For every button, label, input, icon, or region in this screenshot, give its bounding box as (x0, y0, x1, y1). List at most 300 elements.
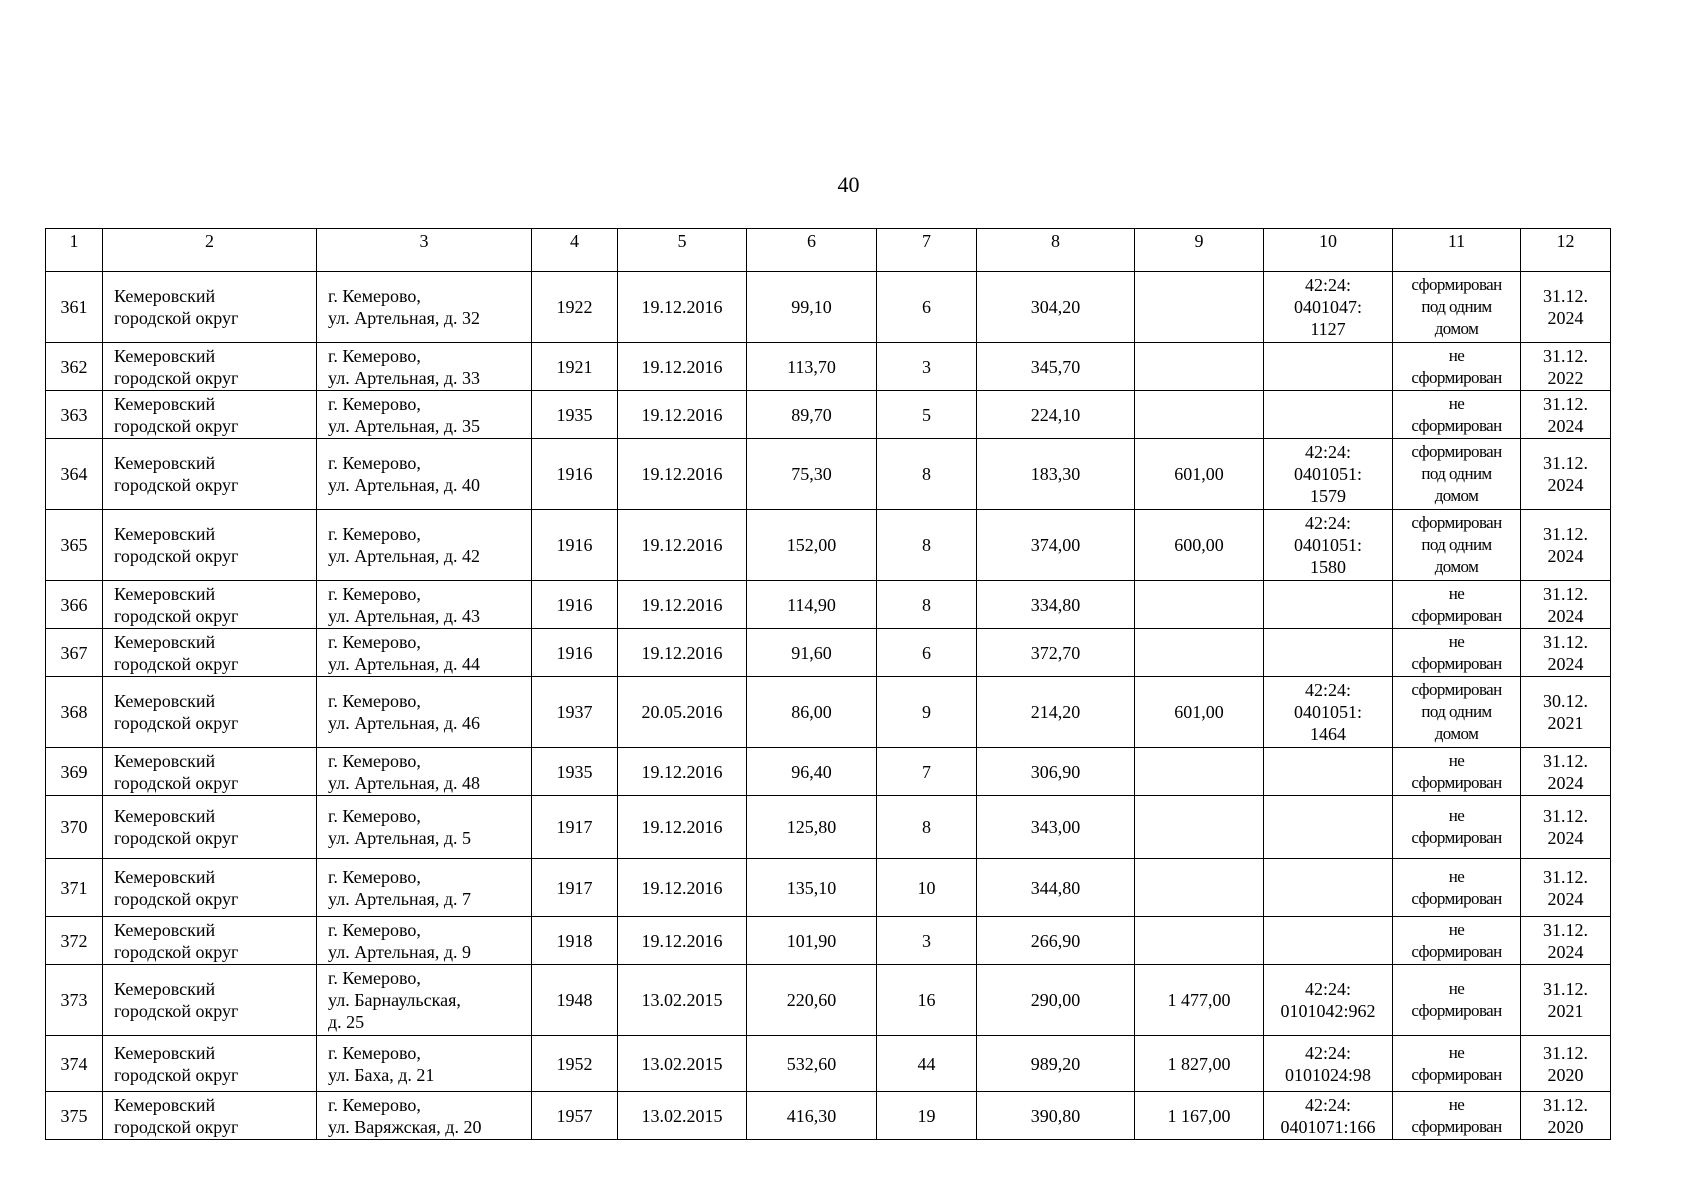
column-number-header: 8 (977, 229, 1135, 272)
column-7-cell: 3 (877, 917, 977, 965)
date-cell: 19.12.2016 (618, 917, 747, 965)
cadastral-number-cell-line: 42:24: (1304, 979, 1351, 999)
address-cell-line: ул. Артельная, д. 32 (328, 308, 481, 328)
district-cell-line: Кемеровский (114, 1042, 216, 1063)
land-status-cell-line: не (1448, 393, 1465, 413)
address-cell-line: ул. Барнаульская, (328, 990, 461, 1010)
deadline-cell-line: 31.12. (1543, 866, 1588, 887)
row-number-cell: 373 (46, 965, 103, 1036)
deadline-cell (1521, 965, 1611, 1036)
deadline-cell-line: 2024 (1547, 772, 1584, 793)
district-cell-line: Кемеровский (114, 631, 216, 652)
cadastral-number-cell-line: 42:24: (1304, 1042, 1351, 1063)
row-number-cell: 363 (46, 391, 103, 439)
land-status-cell (1393, 965, 1521, 1036)
address-cell (317, 391, 532, 439)
cadastral-number-cell-line: 42:24: (1304, 680, 1351, 700)
land-status-cell-line: не (1448, 750, 1465, 770)
district-cell (103, 629, 317, 677)
row-number-cell: 361 (46, 272, 103, 343)
district-cell (103, 510, 317, 581)
deadline-cell (1521, 859, 1611, 917)
district-cell-line: городской округ (114, 1116, 239, 1137)
address-cell-line: ул. Артельная, д. 44 (328, 653, 481, 674)
table-row (46, 581, 1611, 629)
year-cell: 1916 (532, 581, 618, 629)
land-status-cell-line: не (1448, 345, 1465, 365)
row-number-cell: 370 (46, 796, 103, 859)
land-status-cell (1393, 796, 1521, 859)
address-cell-line: ул. Баха, д. 21 (328, 1064, 435, 1085)
column-number-header: 4 (532, 229, 618, 272)
deadline-cell-line: 2021 (1547, 1001, 1584, 1021)
year-cell: 1935 (532, 748, 618, 796)
column-6-cell: 416,30 (747, 1092, 877, 1140)
address-cell (317, 272, 532, 343)
deadline-cell (1521, 343, 1611, 391)
column-6-cell: 91,60 (747, 629, 877, 677)
district-cell (103, 917, 317, 965)
year-cell: 1917 (532, 859, 618, 917)
land-status-cell-line: под одним (1421, 297, 1492, 316)
address-cell-line: г. Кемерово, (328, 583, 421, 604)
cadastral-number-cell-line: 0401051: (1293, 702, 1362, 722)
address-cell (317, 859, 532, 917)
column-8-cell: 374,00 (977, 510, 1135, 581)
district-cell-line: Кемеровский (114, 866, 216, 887)
cadastral-number-cell (1264, 439, 1393, 510)
land-status-cell (1393, 677, 1521, 748)
address-cell-line: г. Кемерово, (328, 345, 421, 366)
column-number-header: 7 (877, 229, 977, 272)
deadline-cell-line: 31.12. (1543, 750, 1588, 771)
address-cell (317, 917, 532, 965)
deadline-cell-line: 2024 (1547, 941, 1584, 962)
land-status-cell (1393, 629, 1521, 677)
address-cell (317, 677, 532, 748)
column-8-cell: 290,00 (977, 965, 1135, 1036)
column-8-cell: 343,00 (977, 796, 1135, 859)
land-status-cell-line: не (1448, 631, 1465, 651)
district-cell (103, 343, 317, 391)
date-cell: 19.12.2016 (618, 581, 747, 629)
district-cell-line: городской округ (114, 308, 239, 328)
column-7-cell: 6 (877, 272, 977, 343)
year-cell: 1921 (532, 343, 618, 391)
district-cell-line: Кемеровский (114, 750, 216, 771)
land-status-cell (1393, 343, 1521, 391)
deadline-cell-line: 31.12. (1543, 345, 1588, 366)
column-9-cell (1135, 343, 1264, 391)
column-number-header: 10 (1264, 229, 1393, 272)
column-6-cell: 152,00 (747, 510, 877, 581)
column-7-cell: 5 (877, 391, 977, 439)
district-cell (103, 965, 317, 1036)
land-status-cell (1393, 748, 1521, 796)
address-cell-line: г. Кемерово, (328, 1042, 421, 1063)
address-cell-line: д. 25 (328, 1012, 365, 1032)
column-7-cell: 16 (877, 965, 977, 1036)
row-number-cell: 372 (46, 917, 103, 965)
column-9-cell: 1 167,00 (1135, 1092, 1264, 1140)
cadastral-number-cell (1264, 859, 1393, 917)
column-8-cell: 306,90 (977, 748, 1135, 796)
address-cell (317, 1036, 532, 1092)
cadastral-number-cell-line: 1580 (1310, 557, 1346, 577)
land-status-cell-line: не (1448, 979, 1465, 998)
table-row (46, 510, 1611, 581)
table-body (46, 272, 1611, 1140)
column-number-header: 6 (747, 229, 877, 272)
deadline-cell (1521, 796, 1611, 859)
deadline-cell-line: 31.12. (1543, 806, 1588, 826)
deadline-cell-line: 2020 (1547, 1116, 1584, 1137)
land-status-cell-line: сформирован (1411, 442, 1502, 461)
land-status-cell-line: сформирован (1411, 888, 1502, 908)
column-7-cell: 8 (877, 510, 977, 581)
address-cell-line: ул. Артельная, д. 48 (328, 772, 481, 793)
page-number: 40 (837, 172, 860, 197)
year-cell: 1918 (532, 917, 618, 965)
land-status-cell-line: домом (1434, 319, 1479, 338)
column-number-header: 9 (1135, 229, 1264, 272)
column-7-cell: 3 (877, 343, 977, 391)
land-status-cell-line: сформирован (1411, 605, 1502, 625)
deadline-cell-line: 2024 (1547, 308, 1584, 328)
district-cell (103, 581, 317, 629)
column-6-cell: 114,90 (747, 581, 877, 629)
cadastral-number-cell-line: 0401071:166 (1280, 1116, 1376, 1137)
row-number-cell: 362 (46, 343, 103, 391)
deadline-cell (1521, 510, 1611, 581)
deadline-cell-line: 2024 (1547, 828, 1584, 848)
date-cell: 13.02.2015 (618, 1092, 747, 1140)
year-cell: 1935 (532, 391, 618, 439)
date-cell: 20.05.2016 (618, 677, 747, 748)
address-cell-line: г. Кемерово, (328, 691, 421, 711)
address-cell-line: г. Кемерово, (328, 750, 421, 771)
row-number-cell: 364 (46, 439, 103, 510)
district-cell-line: Кемеровский (114, 806, 216, 826)
date-cell: 13.02.2015 (618, 1036, 747, 1092)
district-cell-line: городской округ (114, 367, 239, 388)
deadline-cell-line: 31.12. (1543, 453, 1588, 473)
district-cell-line: Кемеровский (114, 286, 216, 306)
column-9-cell (1135, 391, 1264, 439)
deadline-cell-line: 2024 (1547, 546, 1584, 566)
column-6-cell: 125,80 (747, 796, 877, 859)
cadastral-number-cell (1264, 1092, 1393, 1140)
deadline-cell-line: 31.12. (1543, 524, 1588, 544)
district-cell-line: городской округ (114, 475, 239, 495)
land-status-cell-line: сформирован (1411, 367, 1502, 387)
address-cell-line: г. Кемерово, (328, 524, 421, 544)
land-status-cell-line: сформирован (1411, 1064, 1502, 1084)
cadastral-number-cell (1264, 748, 1393, 796)
address-cell-line: ул. Артельная, д. 43 (328, 605, 481, 626)
address-cell-line: ул. Артельная, д. 46 (328, 713, 481, 733)
address-cell (317, 965, 532, 1036)
year-cell: 1948 (532, 965, 618, 1036)
land-status-cell (1393, 917, 1521, 965)
deadline-cell-line: 31.12. (1543, 919, 1588, 940)
deadline-cell (1521, 629, 1611, 677)
column-number-header: 11 (1393, 229, 1521, 272)
deadline-cell (1521, 1036, 1611, 1092)
district-cell (103, 796, 317, 859)
land-status-cell (1393, 581, 1521, 629)
year-cell: 1922 (532, 272, 618, 343)
column-6-cell: 220,60 (747, 965, 877, 1036)
cadastral-number-cell-line: 0101042:962 (1280, 1001, 1376, 1021)
deadline-cell (1521, 439, 1611, 510)
column-7-cell: 7 (877, 748, 977, 796)
address-cell-line: г. Кемерово, (328, 806, 421, 826)
land-status-cell-line: не (1448, 806, 1465, 825)
cadastral-number-cell (1264, 343, 1393, 391)
date-cell: 19.12.2016 (618, 748, 747, 796)
column-6-cell: 75,30 (747, 439, 877, 510)
district-cell-line: Кемеровский (114, 393, 216, 414)
address-cell (317, 796, 532, 859)
district-cell (103, 272, 317, 343)
table-row (46, 629, 1611, 677)
district-cell-line: городской округ (114, 1064, 239, 1085)
column-6-cell: 89,70 (747, 391, 877, 439)
district-cell-line: городской округ (114, 772, 239, 793)
land-status-cell (1393, 1092, 1521, 1140)
land-status-cell-line: домом (1434, 557, 1479, 576)
year-cell: 1916 (532, 510, 618, 581)
row-number-cell: 371 (46, 859, 103, 917)
cadastral-number-cell (1264, 510, 1393, 581)
address-cell-line: г. Кемерово, (328, 968, 421, 988)
land-status-cell-line: сформирован (1411, 772, 1502, 792)
address-cell-line: г. Кемерово, (328, 393, 421, 414)
cadastral-number-cell (1264, 796, 1393, 859)
address-cell-line: г. Кемерово, (328, 919, 421, 940)
land-status-cell-line: не (1448, 1094, 1465, 1114)
cadastral-number-cell-line: 0401051: (1293, 464, 1362, 484)
district-cell (103, 859, 317, 917)
district-cell-line: городской округ (114, 941, 239, 962)
deadline-cell-line: 2024 (1547, 605, 1584, 626)
row-number-cell: 369 (46, 748, 103, 796)
year-cell: 1937 (532, 677, 618, 748)
cadastral-number-cell (1264, 917, 1393, 965)
column-7-cell: 8 (877, 581, 977, 629)
column-6-cell: 96,40 (747, 748, 877, 796)
deadline-cell-line: 31.12. (1543, 393, 1588, 414)
year-cell: 1917 (532, 796, 618, 859)
land-status-cell-line: под одним (1421, 464, 1492, 483)
address-cell (317, 439, 532, 510)
column-6-cell: 99,10 (747, 272, 877, 343)
cadastral-number-cell-line: 42:24: (1304, 275, 1351, 295)
address-cell-line: ул. Артельная, д. 9 (328, 941, 472, 962)
year-cell: 1952 (532, 1036, 618, 1092)
district-cell (103, 1036, 317, 1092)
column-9-cell (1135, 917, 1264, 965)
column-8-cell: 266,90 (977, 917, 1135, 965)
land-status-cell (1393, 1036, 1521, 1092)
column-8-cell: 390,80 (977, 1092, 1135, 1140)
row-number-cell: 367 (46, 629, 103, 677)
district-cell-line: Кемеровский (114, 1094, 216, 1115)
district-cell (103, 439, 317, 510)
district-cell-line: городской округ (114, 546, 239, 566)
district-cell-line: Кемеровский (114, 583, 216, 604)
deadline-cell-line: 31.12. (1543, 1042, 1588, 1063)
cadastral-number-cell (1264, 677, 1393, 748)
column-9-cell: 1 477,00 (1135, 965, 1264, 1036)
deadline-cell-line: 31.12. (1543, 631, 1588, 652)
deadline-cell-line: 31.12. (1543, 1094, 1588, 1115)
column-number-header: 1 (46, 229, 103, 272)
column-8-cell: 334,80 (977, 581, 1135, 629)
column-9-cell: 600,00 (1135, 510, 1264, 581)
date-cell: 19.12.2016 (618, 391, 747, 439)
address-cell-line: ул. Варяжская, д. 20 (328, 1116, 482, 1137)
deadline-cell-line: 31.12. (1543, 583, 1588, 604)
land-status-cell (1393, 439, 1521, 510)
column-9-cell (1135, 748, 1264, 796)
cadastral-number-cell-line: 0101024:98 (1284, 1064, 1371, 1085)
deadline-cell-line: 2024 (1547, 888, 1584, 909)
cadastral-number-cell-line: 42:24: (1304, 513, 1351, 533)
row-number-cell: 375 (46, 1092, 103, 1140)
year-cell: 1916 (532, 629, 618, 677)
deadline-cell (1521, 581, 1611, 629)
district-cell-line: городской округ (114, 653, 239, 674)
column-9-cell (1135, 629, 1264, 677)
deadline-cell (1521, 677, 1611, 748)
table-row (46, 748, 1611, 796)
column-7-cell: 6 (877, 629, 977, 677)
address-cell (317, 510, 532, 581)
land-status-cell (1393, 859, 1521, 917)
land-status-cell-line: сформирован (1411, 275, 1502, 294)
land-status-cell-line: домом (1434, 486, 1479, 505)
table-row (46, 439, 1611, 510)
address-cell (317, 343, 532, 391)
column-6-cell: 101,90 (747, 917, 877, 965)
table-row (46, 1092, 1611, 1140)
date-cell: 19.12.2016 (618, 629, 747, 677)
column-7-cell: 44 (877, 1036, 977, 1092)
deadline-cell (1521, 272, 1611, 343)
date-cell: 19.12.2016 (618, 439, 747, 510)
table-row (46, 917, 1611, 965)
district-cell-line: городской округ (114, 713, 239, 733)
address-cell (317, 581, 532, 629)
land-status-cell-line: домом (1434, 724, 1479, 743)
cadastral-number-cell (1264, 272, 1393, 343)
column-6-cell: 532,60 (747, 1036, 877, 1092)
column-9-cell (1135, 272, 1264, 343)
land-status-cell-line: сформирован (1411, 680, 1502, 699)
column-8-cell: 344,80 (977, 859, 1135, 917)
year-cell: 1916 (532, 439, 618, 510)
district-cell (103, 748, 317, 796)
table-row (46, 965, 1611, 1036)
column-8-cell: 214,20 (977, 677, 1135, 748)
address-cell-line: ул. Артельная, д. 7 (328, 888, 472, 909)
district-cell-line: Кемеровский (114, 691, 216, 711)
column-6-cell: 113,70 (747, 343, 877, 391)
district-cell-line: городской округ (114, 1001, 239, 1021)
table-row (46, 391, 1611, 439)
land-status-cell-line: не (1448, 919, 1465, 939)
land-status-cell (1393, 272, 1521, 343)
row-number-cell: 366 (46, 581, 103, 629)
date-cell: 13.02.2015 (618, 965, 747, 1036)
land-status-cell-line: сформирован (1411, 415, 1502, 435)
column-8-cell: 372,70 (977, 629, 1135, 677)
cadastral-number-cell-line: 0401047: (1293, 297, 1362, 317)
deadline-cell (1521, 917, 1611, 965)
district-cell-line: Кемеровский (114, 919, 216, 940)
land-status-cell-line: сформирован (1411, 1001, 1502, 1020)
row-number-cell: 368 (46, 677, 103, 748)
column-8-cell: 224,10 (977, 391, 1135, 439)
table-row (46, 272, 1611, 343)
address-cell-line: г. Кемерово, (328, 286, 421, 306)
cadastral-number-cell (1264, 965, 1393, 1036)
address-cell (317, 629, 532, 677)
date-cell: 19.12.2016 (618, 510, 747, 581)
deadline-cell (1521, 391, 1611, 439)
column-9-cell: 601,00 (1135, 677, 1264, 748)
column-7-cell: 8 (877, 796, 977, 859)
date-cell: 19.12.2016 (618, 859, 747, 917)
address-cell-line: г. Кемерово, (328, 453, 421, 473)
district-cell-line: Кемеровский (114, 979, 216, 999)
district-cell (103, 677, 317, 748)
land-status-cell (1393, 510, 1521, 581)
table-row (46, 796, 1611, 859)
address-cell-line: г. Кемерово, (328, 631, 421, 652)
district-cell-line: Кемеровский (114, 524, 216, 544)
land-status-cell-line: сформирован (1411, 653, 1502, 673)
land-status-cell-line: сформирован (1411, 828, 1502, 847)
land-status-cell-line: не (1448, 866, 1465, 886)
column-7-cell: 19 (877, 1092, 977, 1140)
column-8-cell: 183,30 (977, 439, 1135, 510)
land-status-cell-line: не (1448, 1042, 1465, 1062)
cadastral-number-cell (1264, 391, 1393, 439)
land-status-cell-line: сформирован (1411, 513, 1502, 532)
land-status-cell-line: не (1448, 583, 1465, 603)
cadastral-number-cell (1264, 1036, 1393, 1092)
deadline-cell (1521, 1092, 1611, 1140)
column-number-header: 12 (1521, 229, 1611, 272)
date-cell: 19.12.2016 (618, 272, 747, 343)
deadline-cell (1521, 748, 1611, 796)
deadline-cell-line: 31.12. (1543, 979, 1588, 999)
row-number-cell: 365 (46, 510, 103, 581)
cadastral-number-cell-line: 1464 (1310, 724, 1346, 744)
address-cell (317, 1092, 532, 1140)
deadline-cell-line: 2024 (1547, 653, 1584, 674)
address-cell-line: ул. Артельная, д. 33 (328, 367, 481, 388)
cadastral-number-cell-line: 42:24: (1304, 442, 1351, 462)
address-cell-line: ул. Артельная, д. 42 (328, 546, 481, 566)
cadastral-number-cell (1264, 629, 1393, 677)
date-cell: 19.12.2016 (618, 343, 747, 391)
deadline-cell-line: 2020 (1547, 1064, 1584, 1085)
address-cell-line: ул. Артельная, д. 5 (328, 828, 472, 848)
